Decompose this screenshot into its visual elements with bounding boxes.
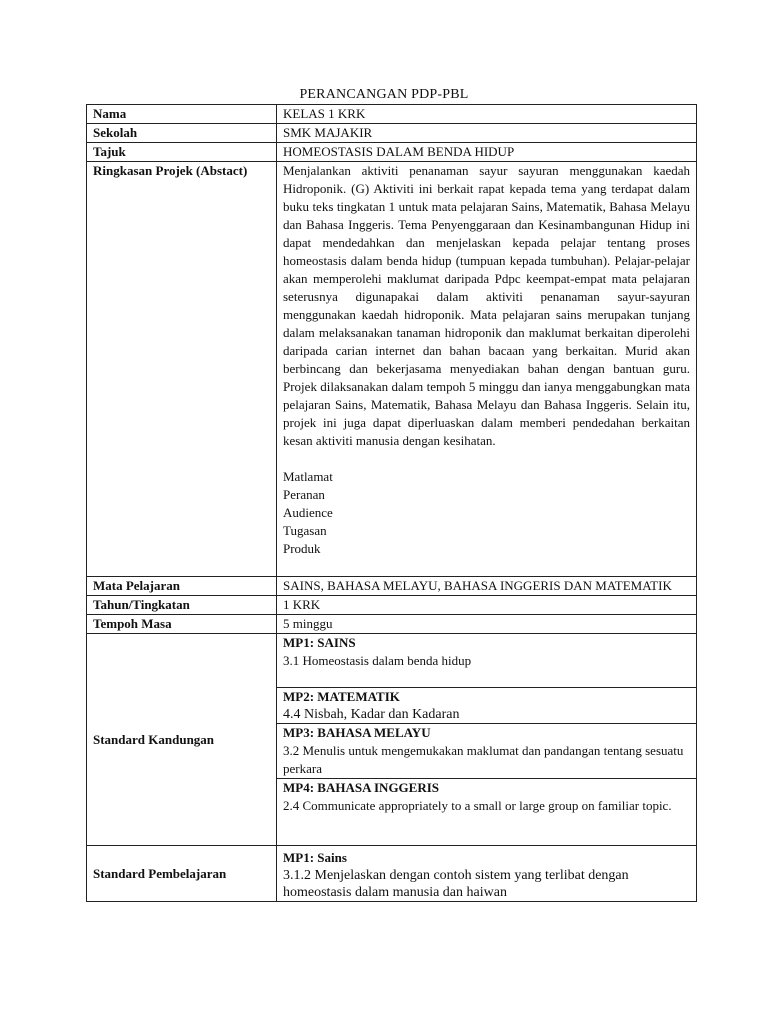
row-tempoh [87,615,697,634]
value-sekolah: SMK MAJAKIR [277,124,697,143]
list-item-produk: Produk [283,541,321,556]
spacer [283,558,690,576]
page-title: PERANCANGAN PDP-PBL [299,87,469,102]
kandungan-item [277,634,697,688]
row-ringkasan [87,162,697,577]
value-ringkasan [277,162,697,577]
pembelajaran-text: 3.1.2 Menjelaskan dengan contoh sistem yang terlibat dengan homeostasis dalam manusia dan haiwan [283,868,629,900]
kandungan-item [277,688,697,724]
value-tempoh: 5 minggu [277,615,697,634]
spacer [283,450,690,468]
list-item-tugasan: Tugasan [283,523,327,538]
kandungan-text: 3.2 Menulis untuk mengemukakan maklumat dan pandangan tentang sesuatu perkara [283,743,684,776]
kandungan-heading: MP1: SAINS [283,635,356,650]
kandungan-item [277,779,697,846]
abstract-paragraph: Menjalankan aktiviti penanaman sayur sayuran menggunakan kaedah Hidroponik. (G) Aktiviti ini berkait rapat kepada tema yang terdapat dalam buku teks tingkatan 1 untuk mata pelajaran Sains, Matematik, Bahasa Melayu dan Bahasa Inggeris. Tema Penyenggaraan dan Kesinambangunan Hidup ini dapat mendedahkan dan menjelaskan kepada pelajar tentang proses homeostasis dalam benda hidup (tumpuan kepada tumbuhan). Pelajar-pelajar akan memperolehi maklumat daripada Pdpc keempat-empat mata pelajaran seterusnya digunapakai dalam aktiviti penanaman sayur-sayuran menggunakan kaedah hidroponik. Mata pelajaran sains merupakan tunjang dalam melaksanakan tanaman hidroponik dan maklumat berkaitan diperolehi daripada carian internet dan bahan bacaan yang berkaitan. Murid akan berbincang dan bekerjasama menyediakan bahan dengan bantuan guru. Projek dilaksanakan dalam tempoh 5 minggu dan ianya menggabungkan mata pelajaran Sains, Matematik, Bahasa Melayu dan Bahasa Inggeris. Selain itu, projek ini juga dapat diperluaskan dalam memberi pendedahan berkaitan kesan aktiviti manusia dengan kesihatan. [283,163,690,448]
label-sekolah: Sekolah [87,124,277,143]
list-item-matlamat: Matlamat [283,469,333,484]
kandungan-heading: MP2: MATEMATIK [283,689,400,704]
row-nama [87,105,697,124]
list-item-audience: Audience [283,505,333,520]
row-mata-pelajaran [87,577,697,596]
kandungan-heading: MP4: BAHASA INGGERIS [283,780,440,795]
label-tahun: Tahun/Tingkatan [87,596,277,615]
row-standard-kandungan-1 [87,634,697,688]
row-sekolah [87,124,697,143]
row-standard-pembelajaran [87,846,697,902]
row-tajuk [87,143,697,162]
kandungan-text: 3.1 Homeostasis dalam benda hidup [283,653,472,668]
kandungan-heading: MP3: BAHASA MELAYU [283,725,431,740]
label-tempoh: Tempoh Masa [87,615,277,634]
plan-table [86,104,697,902]
label-tajuk: Tajuk [87,143,277,162]
row-tahun [87,596,697,615]
label-mata-pelajaran: Mata Pelajaran [87,577,277,596]
kandungan-text: 4.4 Nisbah, Kadar dan Kadaran [283,707,460,722]
pembelajaran-heading: MP1: Sains [283,850,347,865]
value-tahun: 1 KRK [277,596,697,615]
kandungan-item [277,724,697,779]
label-nama: Nama [87,105,277,124]
kandungan-text: 2.4 Communicate appropriately to a small or large group on familiar topic. [283,798,672,813]
value-mata-pelajaran: SAINS, BAHASA MELAYU, BAHASA INGGERIS DAN MATEMATIK [277,577,697,596]
value-tajuk: HOMEOSTASIS DALAM BENDA HIDUP [277,143,697,162]
label-standard-kandungan: Standard Kandungan [87,634,277,846]
value-nama: KELAS 1 KRK [277,105,697,124]
list-item-peranan: Peranan [283,487,325,502]
pembelajaran-item [277,846,697,902]
label-ringkasan: Ringkasan Projek (Abstact) [87,162,277,577]
label-standard-pembelajaran: Standard Pembelajaran [87,846,277,902]
